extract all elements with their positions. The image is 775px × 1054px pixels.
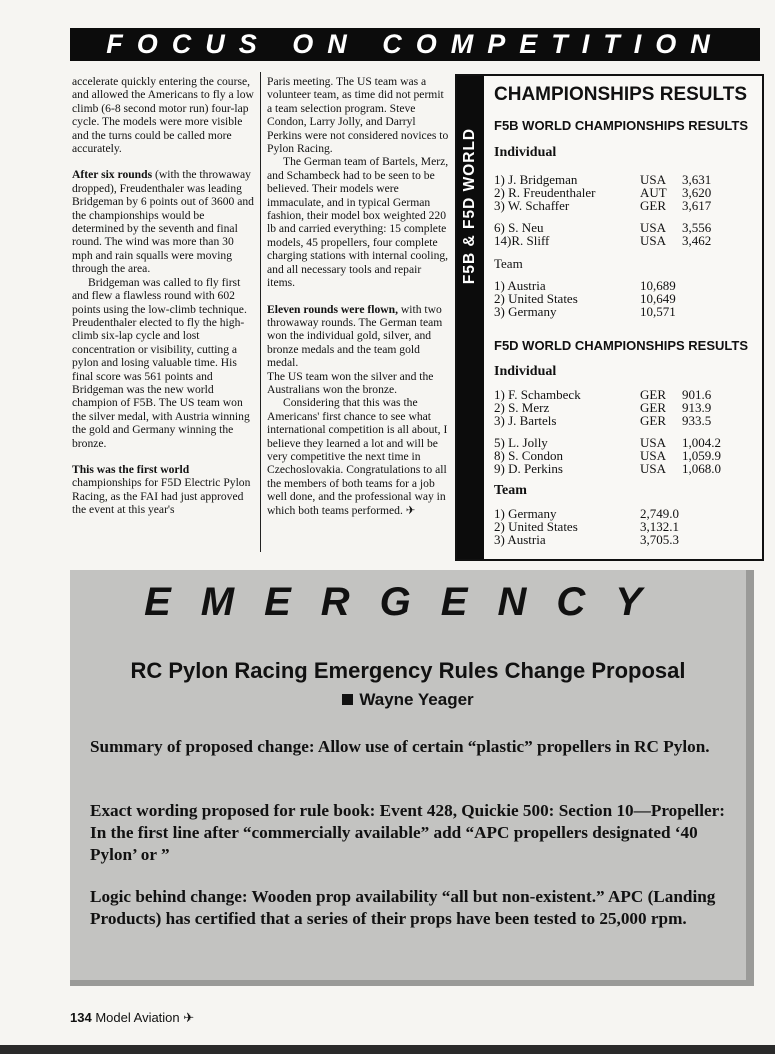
f5b-individual-heading: Individual <box>494 145 557 160</box>
f5b-row: 1) J. Bridgeman USA 3,631 <box>494 172 712 187</box>
article-column-1 <box>72 75 254 517</box>
f5d-results-title: F5D WORLD CHAMPIONSHIPS RESULTS <box>494 338 748 353</box>
f5d-team-row: 3) Austria 3,705.3 <box>494 532 679 547</box>
col1-paragraph-1: accelerate quickly entering the course, and allowed the Americans to fly a low climb (6-8 second motor run) four-lap cycle. The models were more visible and the turns could be called more accurately. <box>72 75 254 156</box>
column-divider <box>260 72 261 552</box>
f5b-row: 6) S. Neu USA 3,556 <box>494 220 712 235</box>
f5b-row: 3) W. Schaffer GER 3,617 <box>494 198 712 213</box>
page-bottom-bar <box>0 1045 775 1054</box>
f5d-row: 5) L. Jolly USA 1,004.2 <box>494 435 721 450</box>
results-side-label: F5B & F5D WORLD <box>461 127 478 285</box>
magazine-name: Model Aviation <box>95 1010 180 1025</box>
col1-paragraph-3: Bridgeman was called to fly first and flew a flawless round with 602 points using the low-climb technique. Preudenthaler elected to fly the high-climb six-lap cycle and lost concentration or visibility, cutting a pylon and losing valuable time. His final score was 561 points and Bridgeman was the new world champion of F5B. The US team won the silver medal, with Austria winning the gold and Germany winning the bronze. <box>72 275 250 450</box>
col1-p4-lead: This was the first world <box>72 462 190 476</box>
f5d-team-row: 2) United States 3,132.1 <box>494 519 679 534</box>
f5b-team-row: 3) Germany 10,571 <box>494 304 676 319</box>
f5d-row: 2) S. Merz GER 913.9 <box>494 400 712 415</box>
results-box <box>455 74 764 561</box>
col1-paragraph-4 <box>72 463 254 517</box>
col2-paragraph-5 <box>267 396 449 517</box>
col2-paragraph-4: The US team won the silver and the Australians won the bronze. <box>267 369 434 396</box>
f5d-row: 1) F. Schambeck GER 901.6 <box>494 387 712 402</box>
col2-p5-text: Considering that this was the Americans' first chance to see what international competition is all about, I believe they learned a lot and will be very competitive the next time in Czechoslovakia. Congratulations to all the members of both teams for a job well done, and the professional way in which both teams performed. <box>267 396 448 517</box>
f5b-team-row: 2) United States 10,649 <box>494 291 676 306</box>
airplane-icon: ✈ <box>183 1010 195 1025</box>
emergency-paragraph-2: Exact wording proposed for rule book: Event 428, Quickie 500: Section 10—Propeller: In the first line after “commercially available” add “APC propellers designated ‘40 Pylon’ or ” <box>90 801 725 864</box>
section-banner: FOCUS ON COMPETITION <box>70 28 760 61</box>
col1-paragraph-2 <box>72 168 254 275</box>
col1-p2-text: (with the throwaway dropped), Freudenthaler was leading Bridgeman by 6 points out of 3600 and the championships would be determined by the seventh and final round. The wind was more than 30 mph and rain squalls were moving through the area. <box>72 168 254 276</box>
square-bullet-icon <box>342 694 353 705</box>
f5b-team-row: 1) Austria 10,689 <box>494 278 676 293</box>
results-side-tab <box>457 76 484 559</box>
col2-paragraph-2: The German team of Bartels, Merz, and Schambeck had to be seen to be believed. Their models were immaculate, and in typical German fashion, their model box weighted 220 lb and carried everything: 15 complete models, 45 propellers, four complete charging stations with internal cooling, and all necessary tools and repair items. <box>267 155 449 290</box>
f5b-row: 2) R. Freudenthaler AUT 3,620 <box>494 185 712 200</box>
f5d-team-row: 1) Germany 2,749.0 <box>494 506 679 521</box>
f5d-row: 9) D. Perkins USA 1,068.0 <box>494 461 721 476</box>
col2-paragraph-1: Paris meeting. The US team was a volunteer team, as time did not permit a team selection program. Steve Condon, Larry Jolly, and Darryl Perkins were not considered novices to Pylon Racing. <box>267 75 449 156</box>
col1-p4-text: championships for F5D Electric Pylon Racing, as the FAI had just approved the event at this year's <box>72 476 251 517</box>
emergency-paragraph-1: Summary of proposed change: Allow use of certain “plastic” propellers in RC Pylon. <box>90 737 710 756</box>
emergency-byline <box>70 690 746 710</box>
col1-p2-lead: After six rounds <box>72 168 153 182</box>
emergency-paragraph-3: Logic behind change: Wooden prop availability “all but non-existent.” APC (Landing Products) has certified that a series of their props have been tested to 25,000 rpm. <box>90 887 716 928</box>
results-title: CHAMPIONSHIPS RESULTS <box>494 84 748 105</box>
col2-p3-lead: Eleven rounds were flown, <box>267 302 398 316</box>
f5d-team-heading: Team <box>494 483 527 498</box>
f5b-row: 14)R. Sliff USA 3,462 <box>494 233 712 248</box>
f5b-results-title: F5B WORLD CHAMPIONSHIPS RESULTS <box>494 118 748 133</box>
page-footer <box>70 1010 194 1026</box>
emergency-title: EMERGENCY <box>144 580 672 624</box>
f5d-row: 3) J. Bartels GER 933.5 <box>494 413 712 428</box>
f5d-row: 8) S. Condon USA 1,059.9 <box>494 448 721 463</box>
article-column-2 <box>267 75 449 517</box>
f5d-individual-heading: Individual <box>494 364 557 379</box>
col2-paragraph-3 <box>267 303 449 370</box>
col2-p3-text: with two throwaway rounds. The German team won the individual gold, silver, and bronze medals and the team gold medal. <box>267 302 443 370</box>
author-name: Wayne Yeager <box>359 690 474 709</box>
f5b-team-heading: Team <box>494 256 523 271</box>
emergency-headline: RC Pylon Racing Emergency Rules Change Proposal <box>130 658 686 683</box>
airplane-icon: ✈ <box>405 503 416 517</box>
emergency-box <box>70 570 754 986</box>
page-number: 134 <box>70 1010 92 1025</box>
